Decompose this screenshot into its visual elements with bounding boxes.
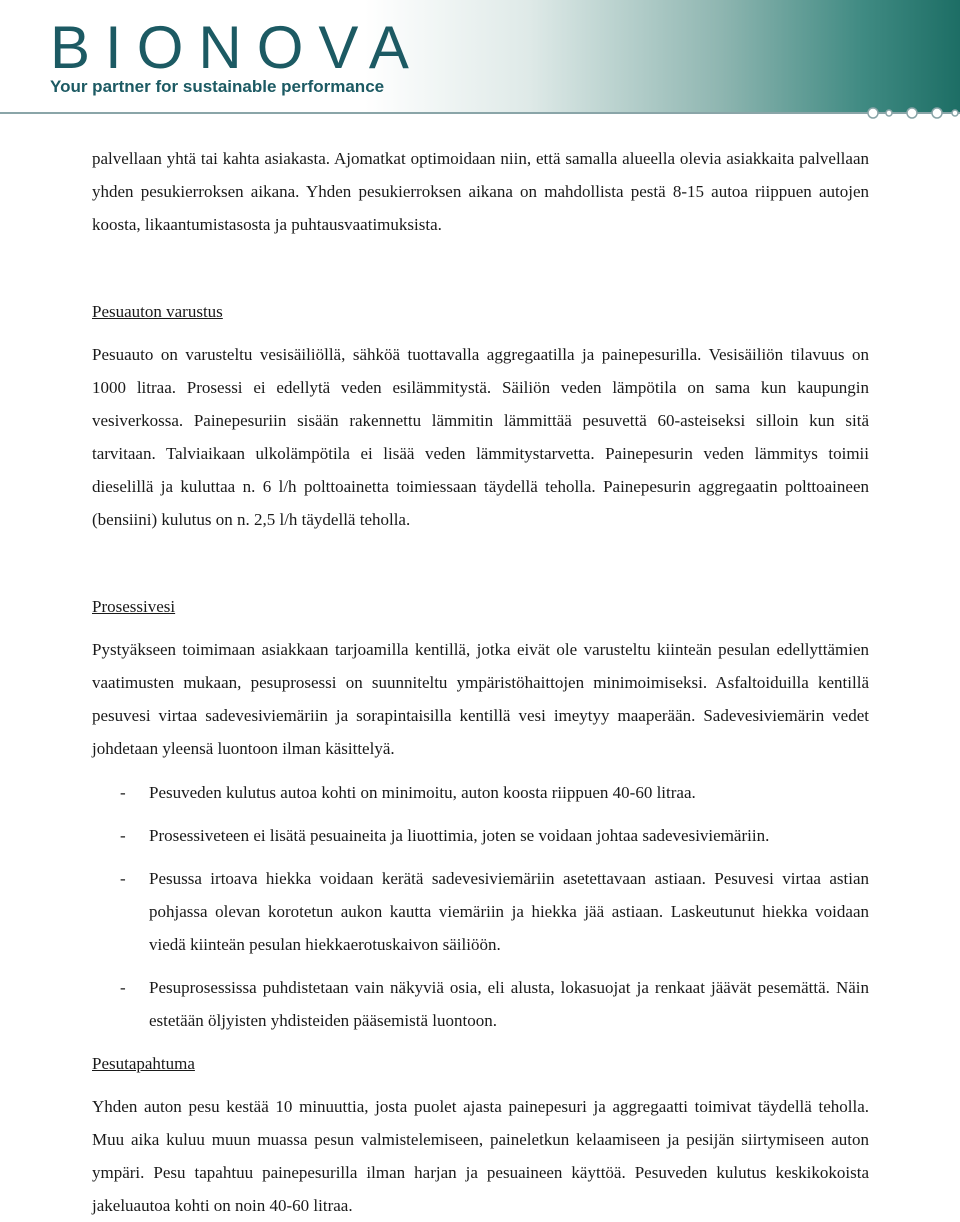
- bullet-dash: -: [120, 978, 126, 997]
- bullet-text: Pesuprosessissa puhdistetaan vain näkyviä osia, eli alusta, lokasuojat ja renkaat jäävät pesemättä. Näin estetään öljyisten yhdisteiden pääsemistä luontoon.: [149, 978, 869, 1030]
- bionova-logo: BIONOVA: [50, 14, 424, 81]
- bullet-text: Pesussa irtoava hiekka voidaan kerätä sadevesiviemäriin asetettavaan astiaan. Pesuvesi virtaa astian pohjassa olevan korotetun aukon kautta viemäriin ja hiekka jää astiaan. Laskeutunut hiekka voidaan viedä kiinteän pesulan hiekkaerotuskaivon säiliöön.: [149, 869, 869, 954]
- page-header: [0, 0, 960, 128]
- bullet-text: Prosessiveteen ei lisätä pesuaineita ja liuottimia, joten se voidaan johtaa sadevesiviemäriin.: [149, 826, 770, 845]
- header-dot-icon: [907, 108, 917, 118]
- process-water-bullet-list: [92, 776, 869, 1037]
- heading-pesutapahtuma: Pesutapahtuma: [92, 1054, 195, 1073]
- header-dot-line: [0, 100, 960, 128]
- header-dot-icon: [868, 108, 878, 118]
- list-item: [92, 971, 869, 1037]
- equipment-paragraph: Pesuauto on varusteltu vesisäiliöllä, sähköä tuottavalla aggregaatilla ja painepesurilla. Vesisäiliön tilavuus on 1000 litraa. Prosessi ei edellytä veden esilämmitystä. Säiliön veden lämpötila on sama kun kaupungin vesiverkossa. Painepesuriin sisään rakennettu lämmitin lämmittää pesuvettä 60-asteiseksi silloin kun sitä tarvitaan. Talviaikaan ulkolämpötila ei lisää veden lämmitystarvetta. Painepesurin veden lämmitys toimii dieselillä ja kuluttaa n. 6 l/h polttoainetta toimiessaan täydellä teholla. Painepesurin aggregaatin polttoaineen (bensiini) kulutus on n. 2,5 l/h täydellä teholla.: [92, 345, 869, 529]
- header-dot-icon: [886, 110, 892, 116]
- list-item: [92, 862, 869, 961]
- logo-tagline: Your partner for sustainable performance: [50, 77, 385, 96]
- header-dot-icon: [932, 108, 942, 118]
- bullet-dash: -: [120, 826, 126, 845]
- intro-paragraph: palvellaan yhtä tai kahta asiakasta. Ajomatkat optimoidaan niin, että samalla alueella olevia asiakkaita palvellaan yhden pesukierroksen aikana. Yhden pesukierroksen aikana on mahdollista pestä 8-15 autoa riippuen autojen koosta, likaantumistasosta ja puhtausvaatimuksista.: [92, 149, 869, 234]
- list-item: [92, 819, 869, 852]
- process-water-paragraph: Pystyäkseen toimimaan asiakkaan tarjoamilla kentillä, jotka eivät ole varusteltu kiinteän pesulan edellyttämien vaatimusten mukaan, pesuprosessi on suunniteltu ympäristöhaittojen minimoimiseksi. Asfaltoiduilla kentillä pesuvesi virtaa sadevesiviemäriin ja sorapintaisilla kentillä vesi imeytyy maaperään. Sadevesiviemärin vedet johdetaan yleensä luontoon ilman käsittelyä.: [92, 640, 869, 758]
- bullet-text: Pesuveden kulutus autoa kohti on minimoitu, auton koosta riippuen 40-60 litraa.: [149, 783, 696, 802]
- header-dot-icon: [952, 110, 958, 116]
- heading-pesuauton-varustus: Pesuauton varustus: [92, 302, 223, 321]
- bullet-dash: -: [120, 783, 126, 802]
- document-body: [92, 142, 869, 1222]
- list-item: [92, 776, 869, 809]
- heading-prosessivesi: Prosessivesi: [92, 597, 176, 616]
- bullet-dash: -: [120, 869, 126, 888]
- wash-event-paragraph: Yhden auton pesu kestää 10 minuuttia, josta puolet ajasta painepesuri ja aggregaatti toimivat täydellä teholla. Muu aika kuluu muun muassa pesun valmistelemiseen, paineletkun kelaamiseen ja pesijän siirtymiseen auton ympäri. Pesu tapahtuu painepesurilla ilman harjan ja pesuaineen käyttöä. Pesuveden kulutus keskikokoista jakeluautoa kohti on noin 40-60 litraa.: [92, 1097, 869, 1215]
